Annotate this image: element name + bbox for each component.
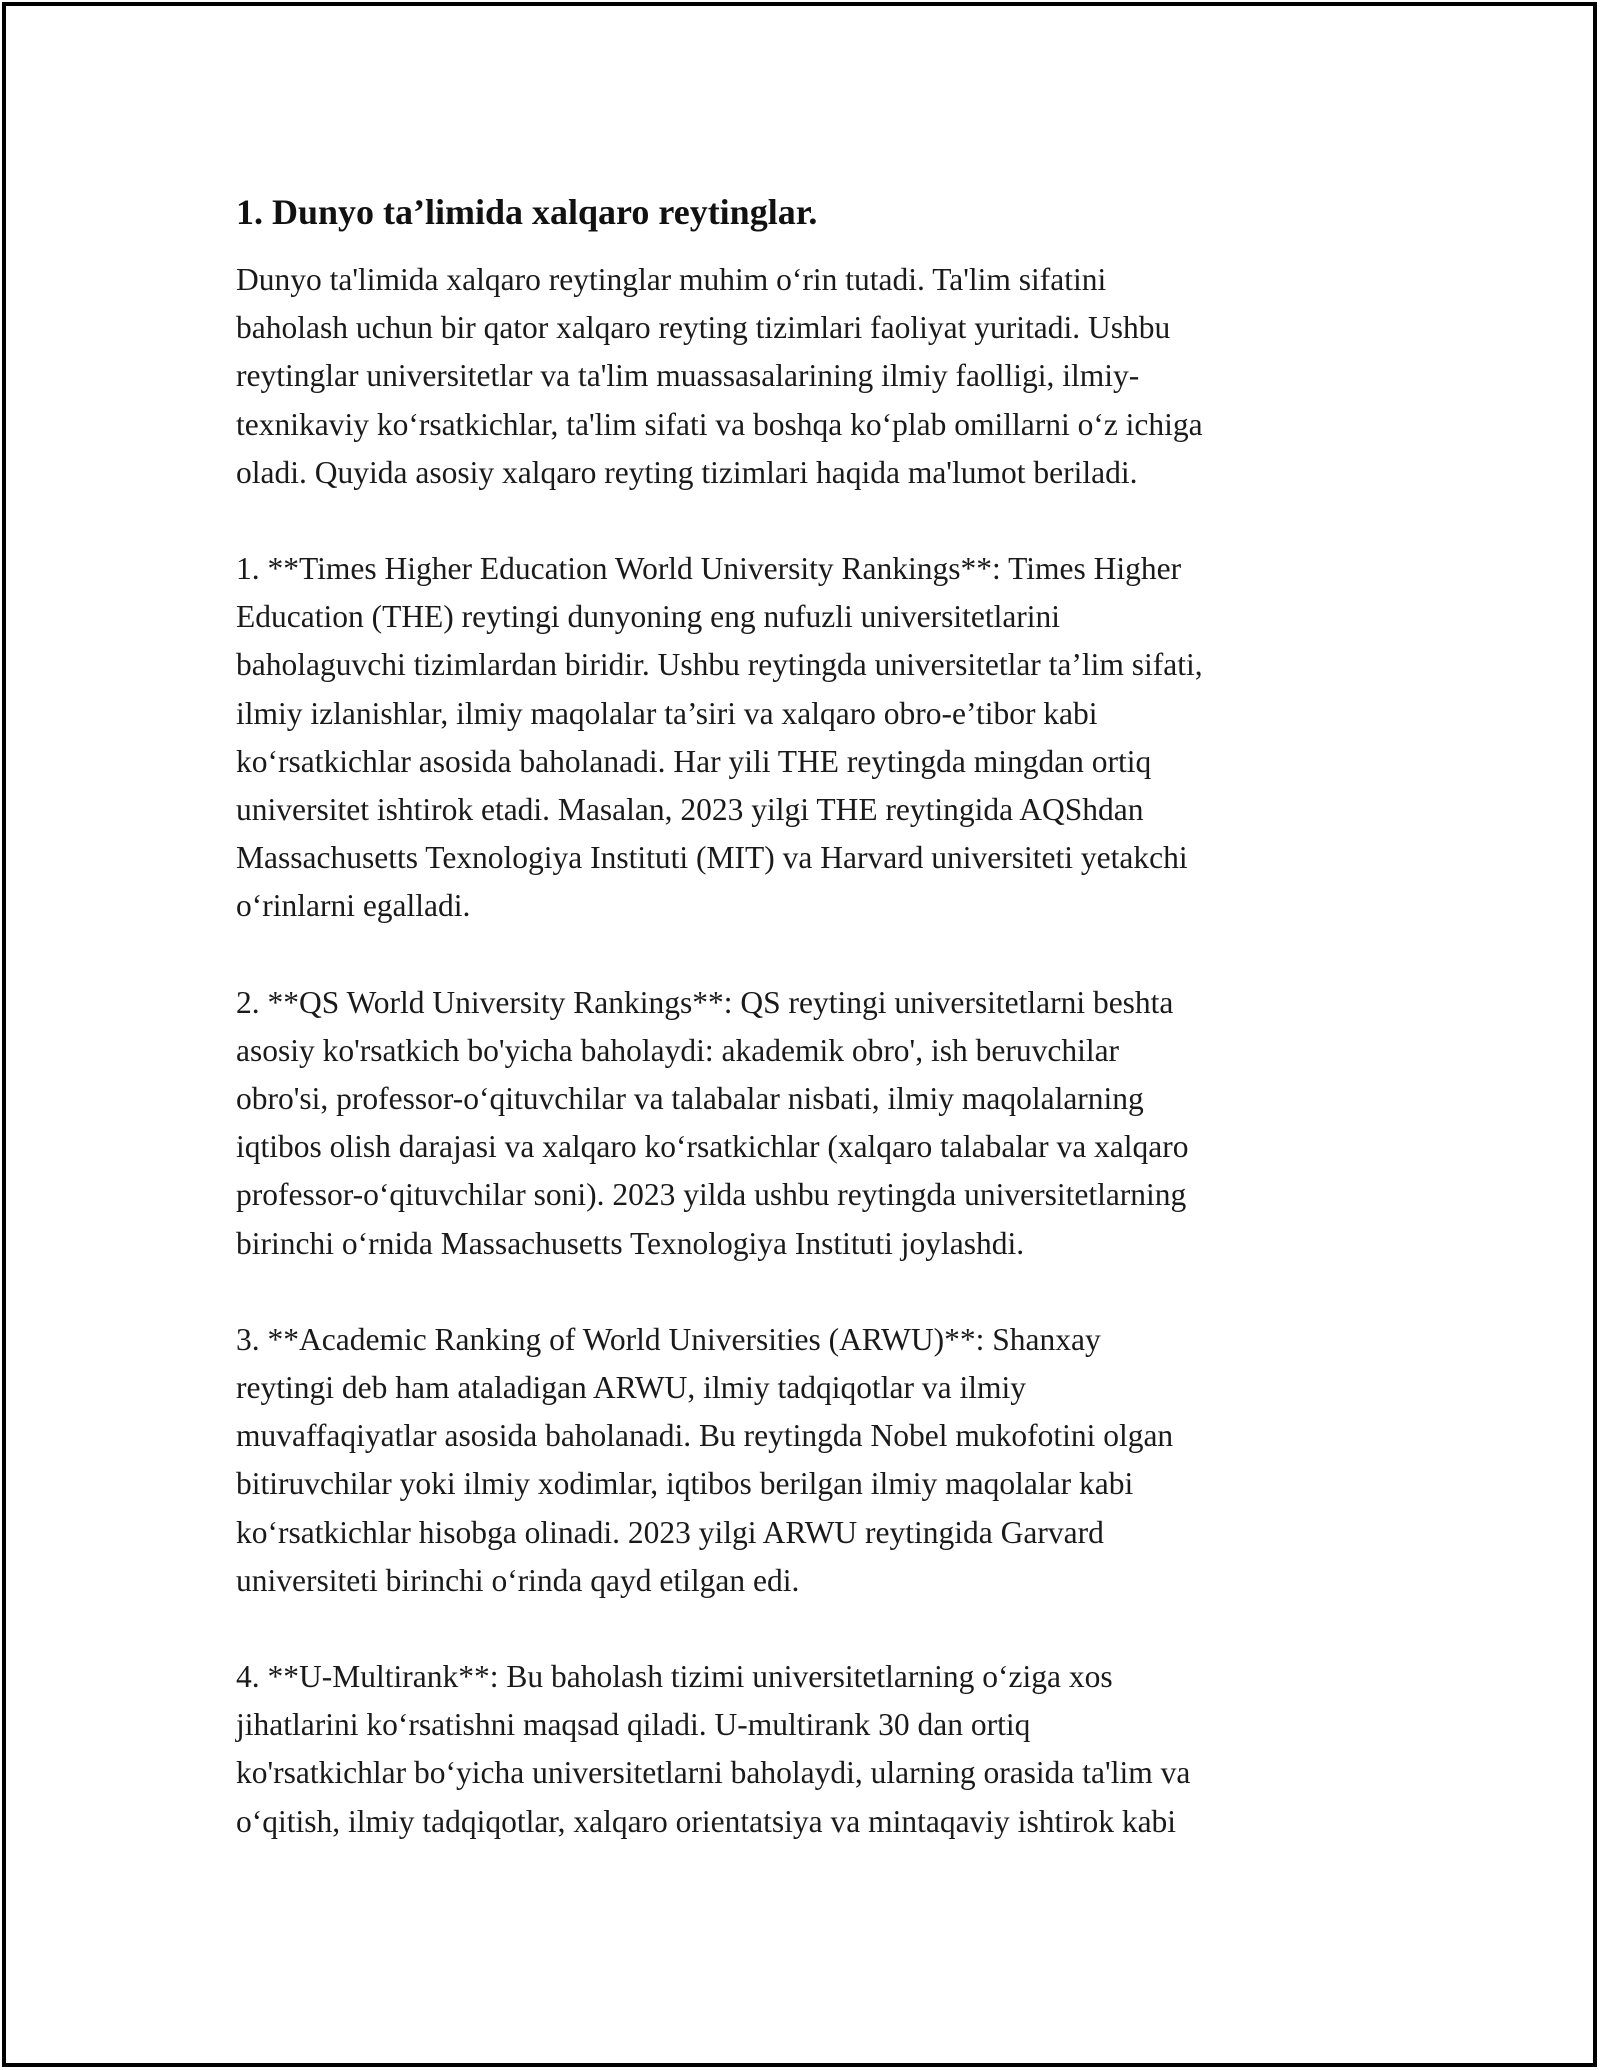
arwu-rankings-paragraph [236,1316,1376,1605]
intro-paragraph [236,256,1376,497]
paragraph-line: Education (THE) reytingi dunyoning eng nufuzli universitetlarini [236,599,1061,635]
document-body [236,188,1376,1894]
paragraph-line: muvaffaqiyatlar asosida baholanadi. Bu reytingda Nobel mukofotini olgan [236,1418,1174,1454]
paragraph-line: 4. **U-Multirank**: Bu baholash tizimi universitetlarning o‘ziga xos [236,1659,1113,1695]
paragraph-line: reytingi deb ham ataladigan ARWU, ilmiy tadqiqotlar va ilmiy [236,1370,1026,1406]
paragraph-line: universitet ishtirok etadi. Masalan, 2023 yilgi THE reytingida AQShdan [236,792,1144,828]
paragraph-line: texnikaviy ko‘rsatkichlar, ta'lim sifati va boshqa ko‘plab omillarni o‘z ichiga [236,406,1203,442]
paragraph-line: ko'rsatkichlar bo‘yicha universitetlarni baholaydi, ularning orasida ta'lim va [236,1755,1191,1791]
paragraph-line: jihatlarini ko‘rsatishni maqsad qiladi. U-multirank 30 dan ortiq [236,1707,1031,1743]
the-rankings-paragraph [236,545,1376,931]
paragraph-line: reytinglar universitetlar va ta'lim muassasalarining ilmiy faolligi, ilmiy- [236,358,1140,394]
paragraph-line: 3. **Academic Ranking of World Universities (ARWU)**: Shanxay [236,1321,1101,1357]
paragraph-line: Dunyo ta'limida xalqaro reytinglar muhim o‘rin tutadi. Ta'lim sifatini [236,262,1107,297]
paragraph-line: oladi. Quyida asosiy xalqaro reyting tizimlari haqida ma'lumot beriladi. [236,454,1138,490]
paragraph-line: iqtibos olish darajasi va xalqaro ko‘rsatkichlar (xalqaro talabalar va xalqaro [236,1129,1189,1165]
paragraph-line: Massachusetts Texnologiya Instituti (MIT) va Harvard universiteti yetakchi [236,840,1188,876]
paragraph-line: obro'si, professor-o‘qituvchilar va talabalar nisbati, ilmiy maqolalarning [236,1081,1144,1117]
paragraph-line: ko‘rsatkichlar asosida baholanadi. Har yili THE reytingda mingdan ortiq [236,743,1152,779]
document-heading: 1. Dunyo ta’limida xalqaro reytinglar. [236,192,818,232]
qs-rankings-paragraph [236,979,1376,1268]
paragraph-line: professor-o‘qituvchilar soni). 2023 yilda ushbu reytingda universitetlarning [236,1177,1187,1213]
u-multirank-paragraph [236,1653,1376,1846]
paragraph-line: o‘rinlarni egalladi. [236,888,471,924]
paragraph-line: o‘qitish, ilmiy tadqiqotlar, xalqaro orientatsiya va mintaqaviy ishtirok kabi [236,1803,1177,1839]
paragraph-line: asosiy ko'rsatkich bo'yicha baholaydi: akademik obro', ish beruvchilar [236,1032,1120,1068]
paragraph-line: baholash uchun bir qator xalqaro reyting tizimlari faoliyat yuritadi. Ushbu [236,310,1171,346]
paragraph-line: universiteti birinchi o‘rinda qayd etilgan edi. [236,1562,800,1598]
paragraph-line: bitiruvchilar yoki ilmiy xodimlar, iqtibos berilgan ilmiy maqolalar kabi [236,1466,1134,1502]
paragraph-line: 2. **QS World University Rankings**: QS reytingi universitetlarni beshta [236,984,1174,1020]
paragraph-line: baholaguvchi tizimlardan biridir. Ushbu reytingda universitetlar ta’lim sifati, [236,647,1203,683]
paragraph-line: ko‘rsatkichlar hisobga olinadi. 2023 yilgi ARWU reytingida Garvard [236,1514,1104,1550]
paragraph-line: birinchi o‘rnida Massachusetts Texnologiya Instituti joylashdi. [236,1225,1025,1261]
paragraph-line: ilmiy izlanishlar, ilmiy maqolalar ta’siri va xalqaro obro-e’tibor kabi [236,695,1098,731]
paragraph-line: 1. **Times Higher Education World University Rankings**: Times Higher [236,551,1182,587]
